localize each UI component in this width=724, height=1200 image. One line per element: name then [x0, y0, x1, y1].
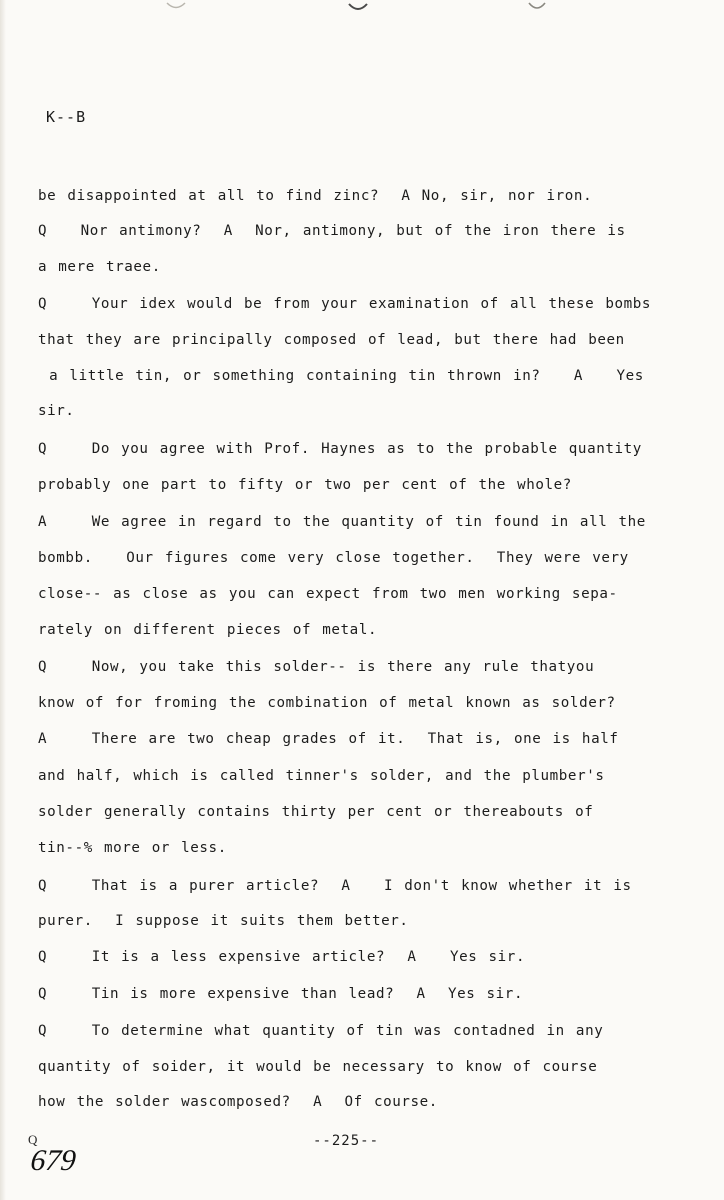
transcript-line: A We agree in regard to the quantity of tin found in all the — [38, 514, 646, 530]
transcript-line: how the solder wascomposed? A Of course. — [38, 1094, 438, 1110]
transcript-line: Q Your idex would be from your examination of all these bombs — [38, 296, 652, 312]
transcript-line: bombb. Our figures come very close together. They were very — [38, 550, 629, 566]
transcript-line: sir. — [38, 403, 75, 419]
transcript-line: tin--% more or less. — [38, 840, 227, 856]
transcript-line: Q Do you agree with Prof. Haynes as to the probable quantity — [38, 441, 642, 457]
transcript-line: purer. I suppose it suits them better. — [38, 913, 409, 929]
page-identifier: K--B — [46, 108, 87, 126]
punch-mark-center — [347, 0, 369, 14]
transcript-line: that they are principally composed of lead, but there had been — [38, 332, 625, 348]
page-number: --225-- — [313, 1133, 380, 1149]
transcript-line: know of for froming the combination of metal known as solder? — [38, 695, 616, 711]
transcript-line: close-- as close as you can expect from two men working sepa- — [38, 586, 618, 602]
transcript-line: A There are two cheap grades of it. That is, one is half — [38, 731, 619, 747]
page-edge-shadow — [0, 0, 6, 1200]
transcript-line: quantity of soider, it would be necessary to know of course — [38, 1059, 598, 1075]
transcript-line: be disappointed at all to find zinc? A No, sir, nor iron. — [38, 188, 593, 204]
handwritten-exhibit-number — [28, 1130, 108, 1178]
transcript-line: a little tin, or something containing tin thrown in? A Yes — [38, 368, 644, 384]
transcript-line: probably one part to fifty or two per cent of the whole? — [38, 477, 572, 493]
punch-mark-left — [165, 0, 187, 14]
transcript-line: Q That is a purer article? A I don't know whether it is — [38, 878, 632, 894]
handwritten-q-label: Q — [28, 1132, 38, 1147]
punch-mark-right — [526, 0, 548, 14]
transcript-line: solder generally contains thirty per cent or thereabouts of — [38, 804, 594, 820]
handwritten-number-label: 679 — [29, 1143, 78, 1177]
transcript-line: Q Now, you take this solder-- is there any rule thatyou — [38, 659, 595, 675]
transcript-line: rately on different pieces of metal. — [38, 622, 378, 638]
transcript-line: Q It is a less expensive article? A Yes sir. — [38, 949, 526, 965]
transcript-line: and half, which is called tinner's solder, and the plumber's — [38, 768, 605, 784]
transcript-line: Q Tin is more expensive than lead? A Yes sir. — [38, 986, 524, 1002]
transcript-line: Q To determine what quantity of tin was contadned in any — [38, 1023, 604, 1039]
transcript-line: Q Nor antimony? A Nor, antimony, but of the iron there is — [38, 223, 626, 239]
transcript-line: a mere traee. — [38, 259, 161, 275]
